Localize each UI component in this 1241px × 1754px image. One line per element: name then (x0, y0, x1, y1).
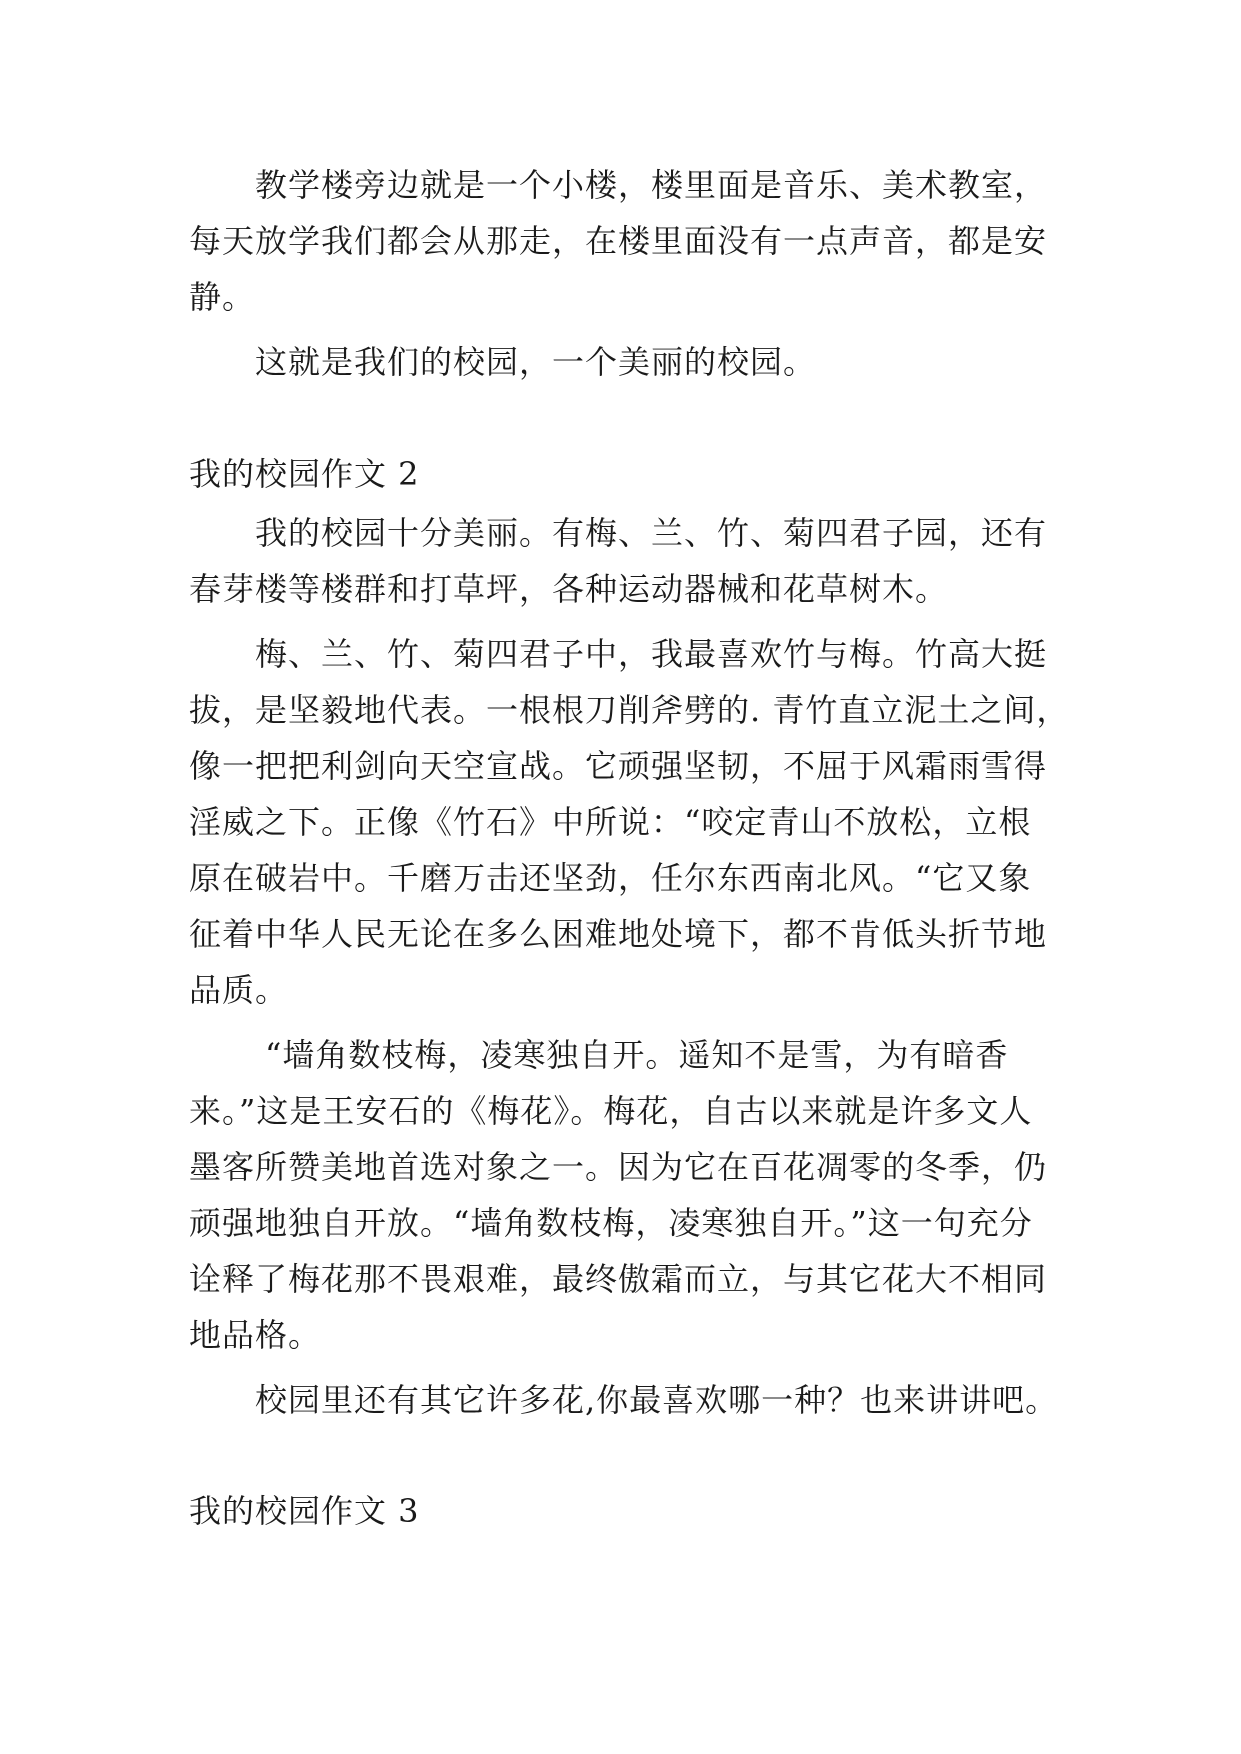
paragraph-line: 拔，是坚毅地代表。一根根刀削斧劈的. 青竹直立泥土之间， (189, 691, 1070, 729)
paragraph-line: 淫威之下。正像《竹石》中所说：“咬定青山不放松，立根 (189, 803, 1032, 841)
paragraph-line: 梅、兰、竹、菊四君子中，我最喜欢竹与梅。竹高大挺 (255, 635, 1048, 673)
paragraph-line: 征着中华人民无论在多么困难地处境下，都不肯低头折节地 (189, 915, 1048, 953)
paragraph-line: “墙角数枝梅，凌寒独自开。遥知不是雪，为有暗香 (265, 1036, 1009, 1074)
paragraph-line: 校园里还有其它许多花,你最喜欢哪一种？也来讲讲吧。 (255, 1381, 1059, 1419)
paragraph-line: 我的校园十分美丽。有梅、兰、竹、菊四君子园，还有 (255, 514, 1048, 552)
paragraph-line: 品质。 (189, 971, 289, 1009)
paragraph-line: 像一把把利剑向天空宣战。它顽强坚韧，不屈于风霜雨雪得 (189, 747, 1048, 785)
section-heading: 我的校园作文 2 (189, 455, 420, 493)
paragraph-line: 教学楼旁边就是一个小楼，楼里面是音乐、美术教室， (255, 166, 1048, 204)
section-heading: 我的校园作文 3 (189, 1492, 420, 1530)
paragraph-line: 墨客所赞美地首选对象之一。因为它在百花凋零的冬季，仍 (189, 1148, 1048, 1186)
paragraph-line: 地品格。 (189, 1316, 322, 1354)
paragraph-line: 顽强地独自开放。“墙角数枝梅，凌寒独自开。”这一句充分 (189, 1204, 1033, 1242)
paragraph-line: 每天放学我们都会从那走，在楼里面没有一点声音，都是安 (189, 222, 1048, 260)
paragraph-line: 春芽楼等楼群和打草坪，各种运动器械和花草树木。 (189, 570, 949, 608)
paragraph-line: 诠释了梅花那不畏艰难，最终傲霜而立，与其它花大不相同 (189, 1260, 1048, 1298)
paragraph-line: 静。 (189, 278, 256, 316)
paragraph-line: 原在破岩中。千磨万击还坚劲，任尔东西南北风。“它又象 (189, 859, 1032, 897)
paragraph-line: 这就是我们的校园，一个美丽的校园。 (255, 343, 817, 381)
paragraph-line: 来。”这是王安石的《梅花》。梅花，自古以来就是许多文人 (189, 1092, 1033, 1130)
